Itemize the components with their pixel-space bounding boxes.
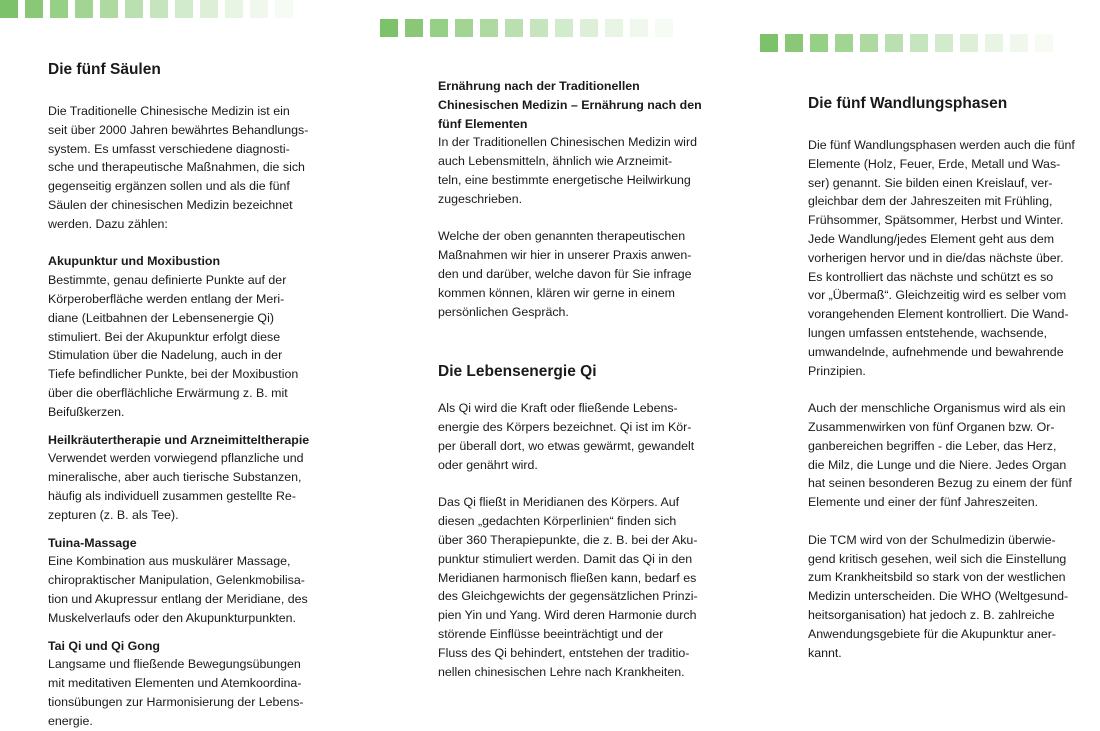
paragraph-qi-definition: Als Qi wird die Kraft oder fließende Lebens- energie des Körpers bezeichnet. Qi ist im Kör- per überall dort, wo etwas gewärmt, gewandelt oder genährt wird. bbox=[438, 401, 695, 472]
decorative-square bbox=[100, 0, 118, 18]
paragraph-tai-qi: Langsame und fließende Bewegungsübungen mit meditativen Elementen und Atemkoordina- tionsübungen zur Harmonisierung der Lebens- energie. bbox=[48, 657, 304, 728]
decorative-square bbox=[50, 0, 68, 18]
decorative-square bbox=[760, 34, 778, 52]
decorative-square bbox=[530, 19, 548, 37]
decorative-square bbox=[910, 34, 928, 52]
decorative-square bbox=[380, 19, 398, 37]
decorative-square bbox=[605, 19, 623, 37]
paragraph-acupuncture: Bestimmte, genau definierte Punkte auf der Körperoberfläche werden entlang der Meri- diane (Leitbahnen der Lebensenergie Qi) stimuliert. Bei der Akupunktur erfolgt diese Stimulation über die Nadelung, auch in der Tiefe befindlicher Punkte, bei der Moxibustion über die oberflächliche Erwärmung z. B. mit Beifußkerzen. bbox=[48, 273, 299, 419]
decorative-square bbox=[225, 0, 243, 18]
decorative-square bbox=[810, 34, 828, 52]
heading-life-energy-qi: Die Lebensenergie Qi bbox=[438, 363, 597, 381]
decorative-square bbox=[455, 19, 473, 37]
decorative-square bbox=[555, 19, 573, 37]
decorative-square bbox=[480, 19, 498, 37]
heading-five-phases: Die fünf Wandlungsphasen bbox=[808, 95, 1008, 112]
decorative-squares-left bbox=[0, 0, 293, 18]
column-five-pillars bbox=[48, 60, 333, 731]
decorative-square bbox=[885, 34, 903, 52]
decorative-square bbox=[630, 19, 648, 37]
subheading-tuina: Tuina-Massage bbox=[48, 535, 137, 550]
decorative-square bbox=[125, 0, 143, 18]
subheading-nutrition: Ernährung nach der Traditionellen Chinesischen Medizin – Ernährung nach den fünf Elementen bbox=[438, 79, 702, 131]
paragraph-practice: Welche der oben genannten therapeutischen Maßnahmen wir hier in unserer Praxis anwen- den und darüber, welche davon für Sie infrage kommen können, klären wir gerne in einem persönlichen Gespräch. bbox=[438, 229, 692, 319]
decorative-square bbox=[835, 34, 853, 52]
decorative-square bbox=[785, 34, 803, 52]
decorative-squares-middle bbox=[380, 19, 673, 37]
subheading-tai-qi: Tai Qi und Qi Gong bbox=[48, 638, 160, 653]
paragraph-intro: Die Traditionelle Chinesische Medizin ist ein seit über 2000 Jahren bewährtes Behandlungs- system. Es umfasst verschiedene diagnosti- sche und therapeutische Maßnahmen, die sich gegenseitig ergänzen sollen und als die fünf Säulen der chinesischen Medizin bezeichnet werden. Dazu zählen: bbox=[48, 104, 309, 231]
decorative-square bbox=[150, 0, 168, 18]
decorative-squares-right bbox=[760, 34, 1053, 52]
decorative-square bbox=[275, 0, 293, 18]
decorative-square bbox=[985, 34, 1003, 52]
decorative-square bbox=[430, 19, 448, 37]
decorative-square bbox=[75, 0, 93, 18]
decorative-square bbox=[860, 34, 878, 52]
decorative-square bbox=[655, 19, 673, 37]
subheading-herbal-therapy: Heilkräutertherapie und Arzneimitteltherapie bbox=[48, 432, 310, 447]
decorative-square bbox=[1010, 34, 1028, 52]
paragraph-qi-meridians: Das Qi fließt in Meridianen des Körpers. Auf diesen „gedachten Körperlinien“ finden sich über 360 Therapiepunkte, die z. B. bei der Aku- punktur stimuliert werden. Damit das Qi in den Meridianen harmonisch fließen kann, bedarf es des Gleichgewichts der gegensätzlichen Prinzi- pien Yin und Yang. Wird deren Harmonie durch störende Einflüsse beeinträchtigt und der Fluss des Qi behindert, entstehen der traditio- nellen chinesischen Lehre nach Krankheiten. bbox=[438, 495, 698, 679]
paragraph-who: Die TCM wird von der Schulmedizin überwie- gend kritisch gesehen, weil sich die Einstellung zum Krankheitsbild so stark von der westlichen Medizin unterscheiden. Die WHO (Weltgesund- heitsorganisation) hat jedoch z. B. zahlreiche Anwendungsgebiete für die Akupunktur aner- kannt. bbox=[808, 532, 1069, 660]
paragraph-phases: Die fünf Wandlungsphasen werden auch die fünf Elemente (Holz, Feuer, Erde, Metall und Was- ser) genannt. Sie bilden einen Kreislauf, ver- gleichbar dem der Jahreszeiten mit Frühling, Frühsommer, Spätsommer, Herbst und Winter. Jede Wandlung/jedes Element geht aus dem vorherigen hervor und in die/das nächste über. Es kontrolliert das nächste und schützt es so vor „Übermaß“. Gleichzeitig wird es selber vom vorangehenden Element kontrolliert. Die Wand- lungen umfassen entstehende, wachsende, umwandelnde, aufnehmende und bewahrende Prinzipien. bbox=[808, 138, 1075, 378]
decorative-square bbox=[405, 19, 423, 37]
decorative-square bbox=[935, 34, 953, 52]
heading-five-pillars: Die fünf Säulen bbox=[48, 61, 161, 78]
paragraph-tuina: Eine Kombination aus muskulärer Massage, chiropraktischer Manipulation, Gelenkmobilisa- tion und Akupressur entlang der Meridiane, des Muskelverlaufs oder den Akupunkturpunkten. bbox=[48, 554, 308, 625]
decorative-square bbox=[0, 0, 18, 18]
decorative-square bbox=[25, 0, 43, 18]
column-nutrition-qi bbox=[438, 77, 723, 681]
decorative-square bbox=[175, 0, 193, 18]
paragraph-nutrition: In der Traditionellen Chinesischen Medizin wird auch Lebensmitteln, ähnlich wie Arzneimit- teln, eine bestimmte energetische Heilwirkung zugeschrieben. bbox=[438, 135, 697, 206]
paragraph-herbal-therapy: Verwendet werden vorwiegend pflanzliche und mineralische, aber auch tierische Substanzen, häufig als individuell zusammen gestellte Re- zepturen (z. B. als Tee). bbox=[48, 451, 304, 522]
column-five-phases bbox=[808, 94, 1093, 662]
decorative-square bbox=[505, 19, 523, 37]
decorative-square bbox=[250, 0, 268, 18]
decorative-square bbox=[960, 34, 978, 52]
decorative-square bbox=[200, 0, 218, 18]
subheading-acupuncture: Akupunktur und Moxibustion bbox=[48, 254, 221, 269]
decorative-square bbox=[1035, 34, 1053, 52]
decorative-square bbox=[580, 19, 598, 37]
paragraph-organs: Auch der menschliche Organismus wird als ein Zusammenwirken von fünf Organen bzw. Or- ganbereichen begriffen - die Leber, das Herz, die Milz, die Lunge und die Niere. Jedes Organ hat seinen besonderen Bezug zu einem der fünf Elemente und einer der fünf Jahreszeiten. bbox=[808, 401, 1072, 510]
